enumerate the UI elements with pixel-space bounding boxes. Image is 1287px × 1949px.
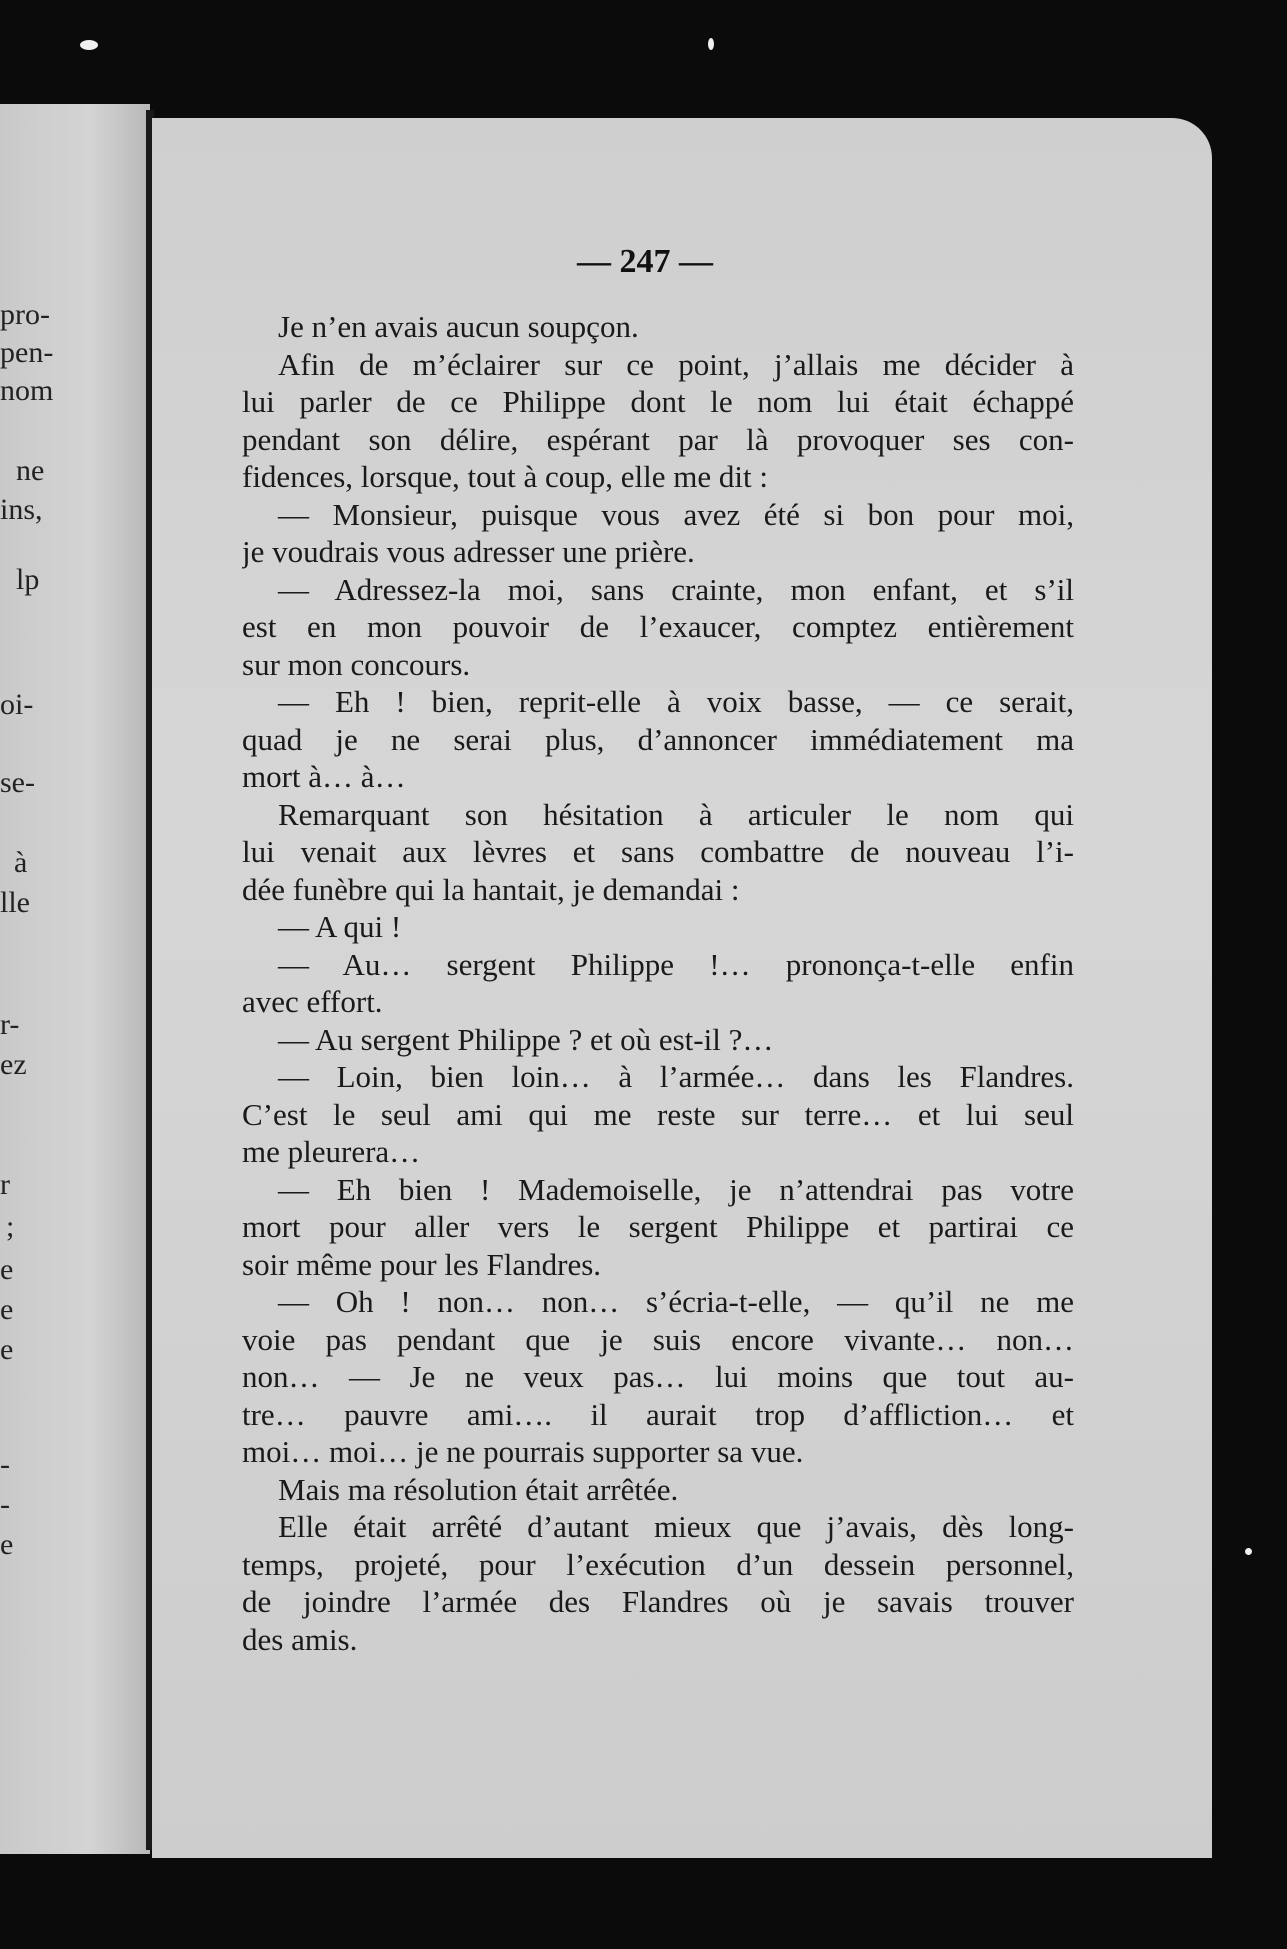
text-line: — Monsieur, puisque vous avez été si bon pour moi,: [278, 496, 1074, 532]
text-line: temps, projeté, pour l’exécution d’un dessein personnel,: [242, 1546, 1074, 1582]
previous-page-fragment: e: [0, 1253, 14, 1286]
previous-page-fragment: r: [0, 1168, 10, 1201]
page-body-text: [242, 308, 1074, 1658]
text-line: C’est le seul ami qui me reste sur terre… et lui seul: [242, 1096, 1074, 1132]
text-line: — Adressez-la moi, sans crainte, mon enfant, et s’il: [278, 571, 1074, 607]
text-line: — Eh bien ! Mademoiselle, je n’attendrai pas votre: [278, 1171, 1074, 1207]
text-line: — A qui !: [278, 909, 402, 944]
previous-page-fragment: e: [0, 1528, 14, 1561]
text-line: — Eh ! bien, reprit-elle à voix basse, — ce serait,: [278, 684, 1074, 719]
previous-page-fragment: nom: [0, 374, 54, 407]
page-number: — 247 —: [577, 243, 713, 280]
previous-page-fragment: -: [0, 1448, 10, 1481]
text-line: Mais ma résolution était arrêtée.: [278, 1471, 679, 1507]
text-line: — Au… sergent Philippe !… prononça-t-elle enfin: [278, 946, 1074, 982]
text-line: mort à… à…: [242, 759, 406, 794]
text-line: me pleurera…: [242, 1134, 421, 1169]
text-line: lui venait aux lèvres et sans combattre de nouveau l’i-: [242, 834, 1074, 869]
text-line: Remarquant son hésitation à articuler le nom qui: [278, 796, 1074, 832]
previous-page-fragment: e: [0, 1293, 14, 1326]
previous-page-fragment: r-: [0, 1008, 20, 1041]
text-line: sur mon concours.: [242, 646, 471, 682]
text-line: est en mon pouvoir de l’exaucer, comptez entièrement: [242, 609, 1074, 644]
text-line: fidences, lorsque, tout à coup, elle me dit :: [242, 459, 768, 494]
text-line: de joindre l’armée des Flandres où je savais trouver: [242, 1584, 1074, 1619]
previous-page-fragment: ;: [6, 1210, 15, 1243]
previous-page-fragment: pro-: [0, 298, 50, 331]
text-line: — Oh ! non… non… s’écria-t-elle, — qu’il ne me: [278, 1284, 1074, 1319]
text-line: Afin de m’éclairer sur ce point, j’allais me décider à: [278, 346, 1074, 382]
text-line: moi… moi… je ne pourrais supporter sa vue.: [242, 1434, 804, 1469]
previous-page-fragment: ez: [0, 1048, 27, 1081]
previous-page-fragment: e: [0, 1333, 14, 1366]
previous-page-fragment: pen-: [0, 336, 54, 369]
text-line: dée funèbre qui la hantait, je demandai :: [242, 871, 740, 907]
text-line: soir même pour les Flandres.: [242, 1246, 602, 1282]
text-line: — Au sergent Philippe ? et où est-il ?…: [278, 1021, 774, 1057]
previous-page-fragment: ins,: [0, 493, 43, 526]
text-line: Elle était arrêté d’autant mieux que j’avais, dès long-: [278, 1509, 1074, 1544]
previous-page-fragment: lp: [16, 563, 40, 596]
previous-page-fragment: se-: [0, 766, 35, 799]
text-line: mort pour aller vers le sergent Philippe et partirai ce: [242, 1209, 1074, 1244]
previous-page-fragment: à: [14, 846, 28, 879]
dust-speck: [80, 40, 98, 50]
text-line: je voudrais vous adresser une prière.: [242, 534, 695, 569]
text-line: — Loin, bien loin… à l’armée… dans les Flandres.: [278, 1059, 1074, 1094]
text-line: non… — Je ne veux pas… lui moins que tout au-: [242, 1359, 1074, 1394]
text-line: voie pas pendant que je suis encore vivante… non…: [242, 1321, 1074, 1357]
text-line: quad je ne serai plus, d’annoncer immédiatement ma: [242, 721, 1074, 757]
dust-speck: [1245, 1548, 1252, 1555]
previous-page-fragment: oi-: [0, 688, 34, 721]
previous-page-fragment: lle: [0, 886, 30, 919]
dust-speck: [708, 38, 714, 50]
text-line: des amis.: [242, 1621, 358, 1657]
text-line: lui parler de ce Philippe dont le nom lui était échappé: [242, 384, 1074, 419]
previous-page-fragment: -: [0, 1488, 10, 1521]
text-line: Je n’en avais aucun soupçon.: [278, 309, 639, 344]
text-line: tre… pauvre ami…. il aurait trop d’affliction… et: [242, 1396, 1074, 1432]
text-line: pendant son délire, espérant par là provoquer ses con-: [242, 421, 1074, 457]
previous-page-fragment: ne: [16, 454, 45, 487]
text-line: avec effort.: [242, 984, 383, 1019]
